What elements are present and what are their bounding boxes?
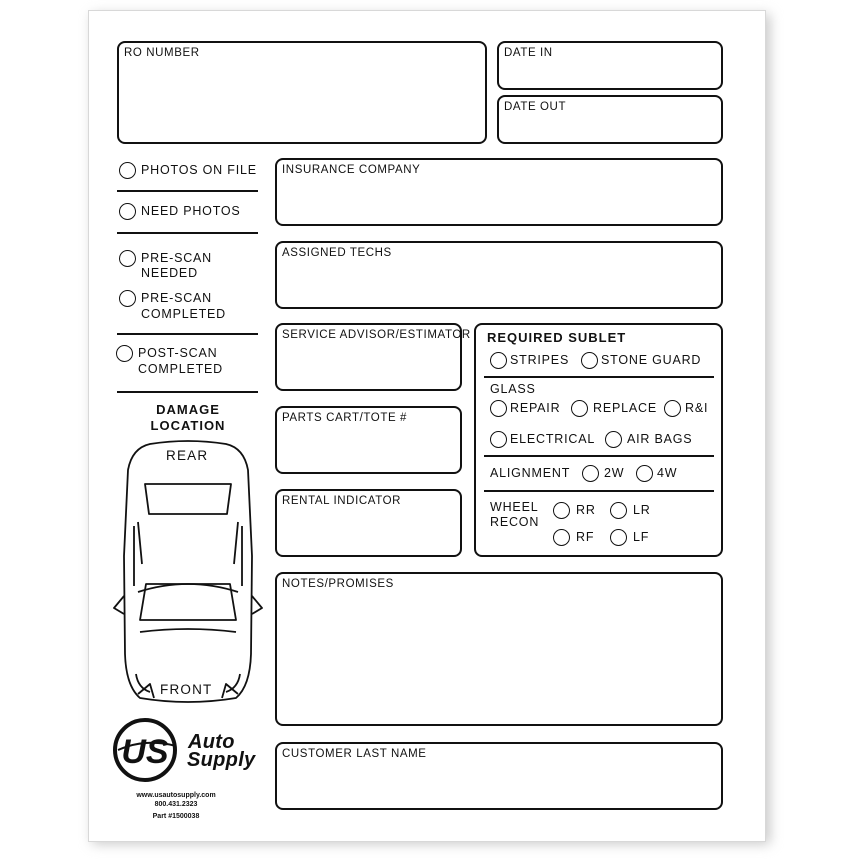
logo-mark-text: US <box>121 733 169 771</box>
assigned-techs-field[interactable] <box>275 241 723 309</box>
brand-auto: Auto <box>188 731 235 753</box>
website-text: www.usautosupply.com <box>136 792 216 799</box>
alignment-4w-checkbox[interactable] <box>636 465 653 482</box>
wheel-lf-checkbox[interactable] <box>610 529 627 546</box>
alignment-2w-checkbox[interactable] <box>582 465 599 482</box>
alignment-2w-label: 2W <box>604 466 625 480</box>
wheel-rr-label: RR <box>576 503 596 517</box>
part-number-text: Part #1500038 <box>152 813 200 820</box>
stone-guard-checkbox[interactable] <box>581 352 598 369</box>
wheel-lr-label: LR <box>633 503 651 517</box>
pre-scan-needed-checkbox[interactable] <box>119 250 136 267</box>
wheel-lr-checkbox[interactable] <box>610 502 627 519</box>
parts-cart-field[interactable] <box>275 406 462 474</box>
wheel-lf-label: LF <box>633 530 650 544</box>
electrical-checkbox[interactable] <box>490 431 507 448</box>
date-in-field[interactable] <box>497 41 723 90</box>
rental-indicator-label: RENTAL INDICATOR <box>282 495 402 507</box>
front-label: FRONT <box>160 682 213 697</box>
car-top-view-diagram[interactable] <box>110 436 266 708</box>
post-scan-completed-label-1: POST-SCAN <box>138 346 218 360</box>
date-in-label: DATE IN <box>504 47 553 59</box>
electrical-label: ELECTRICAL <box>510 432 596 446</box>
pre-scan-needed-label-2: NEEDED <box>141 266 198 280</box>
notes-promises-field[interactable] <box>275 572 723 726</box>
divider <box>484 490 714 492</box>
divider <box>117 190 258 192</box>
divider <box>117 391 258 393</box>
date-out-label: DATE OUT <box>504 101 567 113</box>
divider <box>117 232 258 234</box>
damage-location-title-1: DAMAGE <box>156 402 220 417</box>
notes-promises-label: NOTES/PROMISES <box>282 578 394 590</box>
customer-last-name-label: CUSTOMER LAST NAME <box>282 748 427 760</box>
photos-on-file-label: PHOTOS ON FILE <box>141 163 257 177</box>
replace-checkbox[interactable] <box>571 400 588 417</box>
stripes-label: STRIPES <box>510 353 570 367</box>
assigned-techs-label: ASSIGNED TECHS <box>282 247 392 259</box>
rear-label: REAR <box>166 448 209 463</box>
insurance-company-field[interactable] <box>275 158 723 226</box>
stone-guard-label: STONE GUARD <box>601 353 702 367</box>
insurance-company-label: INSURANCE COMPANY <box>282 164 421 176</box>
stripes-checkbox[interactable] <box>490 352 507 369</box>
replace-label: REPLACE <box>593 401 657 415</box>
ro-number-label: RO NUMBER <box>124 47 200 59</box>
customer-last-name-field[interactable] <box>275 742 723 810</box>
wheel-rr-checkbox[interactable] <box>553 502 570 519</box>
repair-checkbox[interactable] <box>490 400 507 417</box>
r-and-i-label: R&I <box>685 401 709 415</box>
date-out-field[interactable] <box>497 95 723 144</box>
phone-text: 800.431.2323 <box>154 801 198 808</box>
rental-indicator-field[interactable] <box>275 489 462 557</box>
r-and-i-checkbox[interactable] <box>664 400 681 417</box>
need-photos-label: NEED PHOTOS <box>141 204 241 218</box>
pre-scan-needed-label-1: PRE-SCAN <box>141 251 212 265</box>
pre-scan-completed-checkbox[interactable] <box>119 290 136 307</box>
divider <box>484 455 714 457</box>
pre-scan-completed-label-1: PRE-SCAN <box>141 291 212 305</box>
glass-label: GLASS <box>490 382 536 396</box>
pre-scan-completed-label-2: COMPLETED <box>141 307 226 321</box>
air-bags-label: AIR BAGS <box>627 432 693 446</box>
alignment-4w-label: 4W <box>657 466 678 480</box>
damage-location-title-2: LOCATION <box>150 418 226 433</box>
divider <box>117 333 258 335</box>
post-scan-completed-label-2: COMPLETED <box>138 362 223 376</box>
repair-label: REPAIR <box>510 401 561 415</box>
service-advisor-label: SERVICE ADVISOR/ESTIMATOR <box>282 329 471 341</box>
service-advisor-field[interactable] <box>275 323 471 391</box>
us-auto-supply-logo <box>112 716 182 786</box>
alignment-label: ALIGNMENT <box>490 466 571 480</box>
divider <box>484 376 714 378</box>
required-sublet-title: REQUIRED SUBLET <box>487 330 627 345</box>
photos-on-file-checkbox[interactable] <box>119 162 136 179</box>
wheel-rf-label: RF <box>576 530 595 544</box>
wheel-recon-label-1: WHEEL <box>490 500 539 514</box>
ro-number-field[interactable] <box>117 41 487 144</box>
parts-cart-label: PARTS CART/TOTE # <box>282 412 408 424</box>
brand-supply: Supply <box>187 749 256 771</box>
wheel-recon-label-2: RECON <box>490 515 540 529</box>
post-scan-completed-checkbox[interactable] <box>116 345 133 362</box>
air-bags-checkbox[interactable] <box>605 431 622 448</box>
wheel-rf-checkbox[interactable] <box>553 529 570 546</box>
need-photos-checkbox[interactable] <box>119 203 136 220</box>
